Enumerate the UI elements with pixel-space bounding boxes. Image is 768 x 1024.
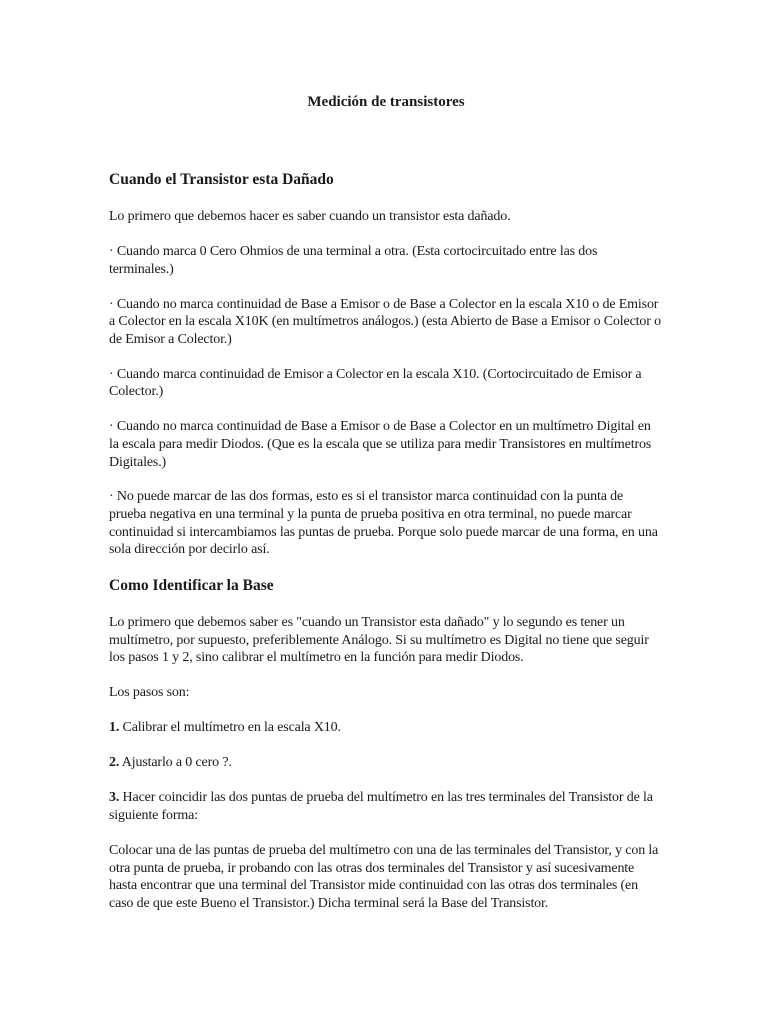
step-paragraph — [109, 719, 663, 737]
section-identify-base — [109, 576, 663, 912]
step-number: 2. — [109, 755, 120, 771]
step-text: Ajustarlo a 0 cero ?. — [119, 755, 232, 771]
step-text: Hacer coincidir las dos puntas de prueba del multímetro en las tres terminales del Transistor de la siguiente forma: — [109, 790, 653, 823]
section-damaged-transistor — [109, 170, 663, 559]
step-paragraph — [109, 754, 663, 772]
bullet-paragraph: · Cuando marca continuidad de Emisor a Colector en la escala X10. (Cortocircuitado de Emisor a Colector.) — [109, 366, 642, 400]
step-paragraph — [109, 789, 663, 824]
section1-intro: Lo primero que debemos hacer es saber cuando un transistor esta dañado. — [109, 209, 511, 224]
bullet-paragraph: · No puede marcar de las dos formas, esto es si el transistor marca continuidad con la punta de prueba negativa en una terminal y la punta de prueba positiva en otra terminal, no puede marcar continuidad si intercambiamos las puntas de prueba. Porque solo puede marcar de una forma, en una sola dirección por decirlo así. — [109, 489, 658, 558]
step-text: Calibrar el multímetro en la escala X10. — [119, 720, 341, 736]
bullet-paragraph: · Cuando no marca continuidad de Base a Emisor o de Base a Colector en un multímetro Digital en la escala para medir Diodos. (Que es la escala que se utiliza para medir Transistores en multímetros Digitales.) — [109, 419, 652, 470]
document-title: Medición de transistores — [307, 94, 465, 110]
section-heading-damaged: Cuando el Transistor esta Dañado — [109, 171, 334, 188]
step-number: 1. — [109, 720, 120, 736]
closing-paragraph: Colocar una de las puntas de prueba del multímetro con una de las terminales del Transistor, y con la otra punta de prueba, ir probando con las otras dos terminales del Transistor y así sucesivamente hasta encontrar que una terminal del Transistor mide continuidad con las otras dos terminales (en caso de que este Bueno el Transistor.) Dicha terminal será la Base del Transistor. — [109, 842, 659, 911]
section-heading-identify-base: Como Identificar la Base — [109, 577, 274, 595]
step-number: 3. — [109, 790, 120, 806]
steps-label: Los pasos son: — [109, 685, 190, 701]
bullet-paragraph: · Cuando no marca continuidad de Base a Emisor o de Base a Colector en la escala X10 o de Emisor a Colector en la escala X10K (en multímetros análogos.) (esta Abierto de Base a Emisor o Colector o de Emisor a Colector.) — [109, 296, 661, 347]
section2-intro: Lo primero que debemos saber es "cuando un Transistor esta dañado" y lo segundo es tener un multímetro, por supuesto, preferiblemente Análogo. Si su multímetro es Digital no tiene que seguir los pasos 1 y 2, sino calibrar el multímetro en la función para medir Diodos. — [109, 615, 649, 666]
bullet-paragraph: · Cuando marca 0 Cero Ohmios de una terminal a otra. (Esta cortocircuitado entre las dos terminales.) — [109, 243, 598, 277]
